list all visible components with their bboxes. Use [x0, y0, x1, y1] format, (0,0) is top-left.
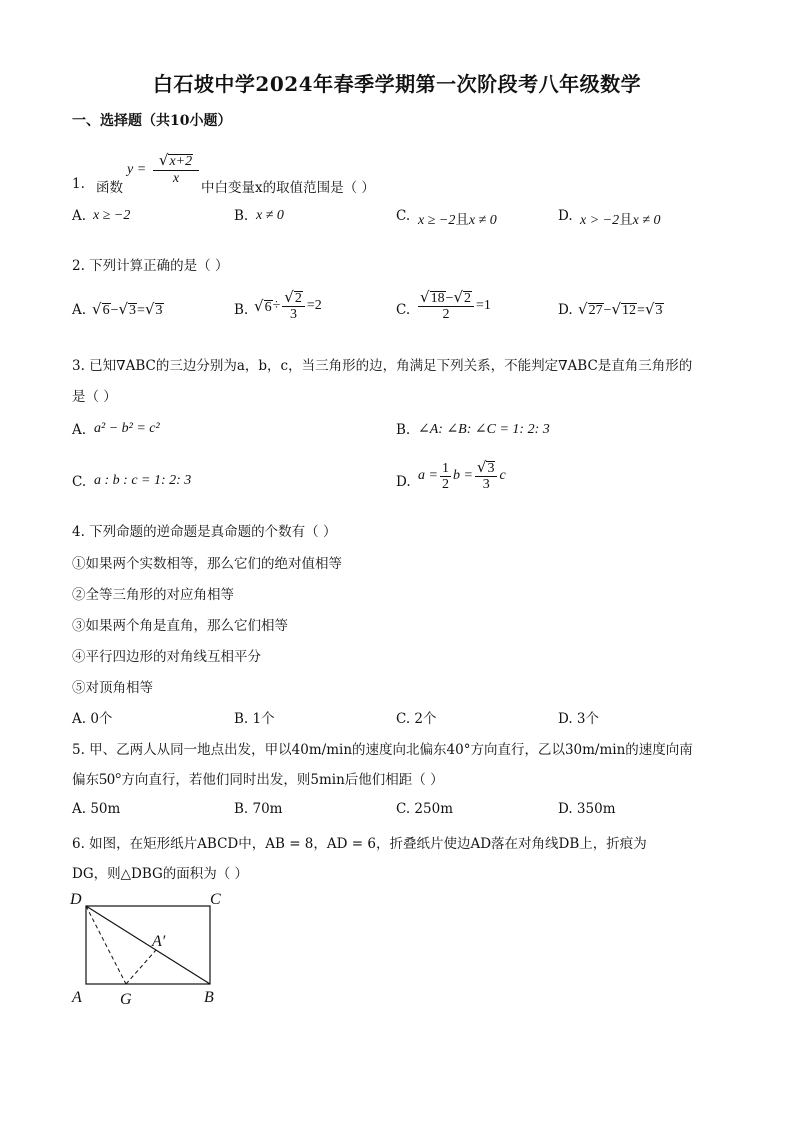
q2-option-b: √6÷ $\frac{√2}{3}$ =2 [254, 288, 322, 322]
q2-d-mid: − [603, 303, 612, 318]
diagonal-db [86, 906, 210, 984]
q3-option-b-label: B. [396, 422, 411, 438]
q5-stem-line2 [72, 768, 444, 789]
page-title: 白石坡中学2024年春季学期第一次阶段考八年级数学 [152, 72, 642, 96]
q2-a-r3: 3 [155, 303, 163, 318]
q3-option-c-label: C. [72, 474, 87, 490]
q2-a-eq: = [137, 303, 145, 318]
q4-option-c: C. 2个 [396, 711, 437, 727]
q5-option-b: B. 70m [234, 801, 283, 817]
q2-option-d-label: D. [558, 302, 573, 318]
q2-b-div: ÷ [272, 298, 281, 313]
q1-option-d-and: 且 [619, 212, 633, 228]
q6-rectangle-figure [66, 886, 236, 1010]
q1-number: 1. [72, 176, 85, 192]
q3-d-n1: 1 [441, 460, 449, 476]
q5-option-a: A. 50m [72, 801, 121, 817]
q3-d-c: c [499, 468, 506, 483]
q3-option-a-label: A. [72, 422, 87, 438]
q1-option-c [418, 208, 497, 229]
q2-option-a: √6−√3=√3 [92, 300, 163, 318]
q2-c-r1: 18 [430, 291, 445, 306]
q2-c-r2: 2 [464, 291, 472, 306]
label-b: B [204, 989, 214, 1006]
q4-item: ③如果两个角是直角，那么它们相等 [72, 618, 288, 634]
q3-stem-line2: 是（ ） [72, 389, 117, 405]
label-c: C [210, 891, 221, 908]
label-d: D [70, 891, 82, 908]
q2-option-c-label: C. [396, 302, 411, 318]
q4-option-b: B. 1个 [234, 711, 275, 727]
q1-option-d-pre: x > −2 [580, 213, 620, 228]
q4-stem: 4. 下列命题的逆命题是真命题的个数有（ ） [72, 524, 337, 540]
q4-option-a: A. 0个 [72, 711, 113, 727]
q1-radicand: x+2 [169, 154, 193, 169]
q1-option-a: x ≥ −2 [93, 208, 131, 223]
q4-item: ①如果两个实数相等，那么它们的绝对值相等 [72, 556, 342, 572]
q5-option-c: C. 250m [396, 801, 453, 817]
q6-stem-line1: 6. 如图，在矩形纸片ABCD中，AB = 8，AD = 6，折叠纸片使边AD落在对角线DB上，折痕为 [72, 836, 647, 852]
q2-c-mid: − [445, 291, 454, 306]
q1-option-c-post: x ≠ 0 [468, 213, 497, 228]
q2-d-eq: = [637, 303, 645, 318]
q3-option-c: a : b : c = 1: 2: 3 [94, 473, 192, 488]
q1-post: 中白变量x的取值范围是（ ） [201, 180, 375, 196]
q2-option-a-label: A. [72, 302, 87, 318]
q4-item: ⑤对顶角相等 [72, 680, 153, 696]
q5-line2-deg: 50° [99, 771, 122, 788]
q1-denominator: x [172, 171, 180, 186]
q1-option-c-pre: x ≥ −2 [418, 213, 456, 228]
label-a-prime: A′ [152, 933, 166, 950]
q2-option-c: $\frac{√18-√2}{2}$ =1 [420, 288, 491, 322]
q5-stem-line1: 5. 甲、乙两人从同一地点出发，甲以40m/min的速度向北偏东40°方向直行，乙以30m/min的速度向南 [72, 742, 693, 758]
q3-option-d: a = $\frac{1}{2}$ b = $\frac{√3}{3}$ c [418, 458, 506, 492]
q1-option-b-label: B. [234, 208, 249, 224]
q1-option-c-label: C. [396, 208, 411, 224]
q1-fraction: √x+2 x [153, 150, 199, 187]
q1-option-d [580, 208, 661, 229]
q5-line2-post: 方向直行，若他们同时出发，则5min后他们相距（ ） [121, 772, 444, 788]
q2-b-r1: 6 [264, 299, 272, 315]
q2-d-r2: 12 [622, 303, 637, 318]
q3-d-d1: 2 [441, 476, 449, 492]
q2-b-eq: =2 [306, 298, 322, 313]
q3-d-a: a = [418, 468, 438, 483]
q1-option-d-label: D. [558, 208, 573, 224]
q2-a-mid: − [110, 303, 119, 318]
q2-b-num: 2 [294, 291, 302, 306]
q2-c-eq: =1 [476, 298, 491, 313]
q3-d-d2: 3 [482, 477, 490, 492]
q1-y-eq: y = [127, 162, 147, 177]
q4-item: ④平行四边形的对角线互相平分 [72, 649, 261, 665]
q1-option-c-and: 且 [455, 212, 469, 228]
q6-stem-line2: DG，则△DBG的面积为（ ） [72, 866, 249, 882]
label-g: G [120, 991, 132, 1008]
label-a: A [72, 989, 82, 1006]
q1-option-d-post: x ≠ 0 [632, 213, 661, 228]
q2-d-r3: 3 [655, 303, 663, 318]
section-heading: 一、选择题（共10小题） [72, 113, 232, 129]
q4-option-d: D. 3个 [558, 711, 600, 727]
q2-d-r1: 27 [588, 303, 603, 318]
fold-line-ga-prime [126, 950, 156, 984]
q3-d-b: b = [452, 468, 473, 483]
fold-line-dg [86, 906, 126, 984]
q2-option-b-label: B. [234, 302, 249, 318]
q1-option-a-label: A. [72, 208, 87, 224]
q2-a-r2: 3 [129, 303, 137, 318]
q5-option-d: D. 350m [558, 801, 616, 817]
q5-line2-pre: 偏东 [72, 772, 99, 788]
q4-item: ②全等三角形的对应角相等 [72, 587, 234, 603]
q3-option-a: a² − b² = c² [94, 421, 160, 436]
q3-d-r: 3 [487, 461, 495, 476]
q3-stem-line1: 3. 已知∇ABC的三边分别为a，b，c，当三角形的边，角满足下列关系，不能判定∇ABC是直角三角形的 [72, 358, 693, 374]
q2-option-d: √27−√12=√3 [578, 300, 663, 318]
q1-option-b: x ≠ 0 [256, 208, 284, 223]
q2-a-r1: 6 [102, 303, 110, 318]
q3-option-b: ∠A: ∠B: ∠C = 1: 2: 3 [418, 422, 550, 437]
q2-stem: 2. 下列计算正确的是（ ） [72, 258, 229, 274]
q2-b-den: 3 [290, 307, 298, 322]
q1-pre: 函数 [96, 180, 123, 196]
q3-option-d-label: D. [396, 474, 411, 490]
q2-c-den: 2 [442, 307, 450, 322]
